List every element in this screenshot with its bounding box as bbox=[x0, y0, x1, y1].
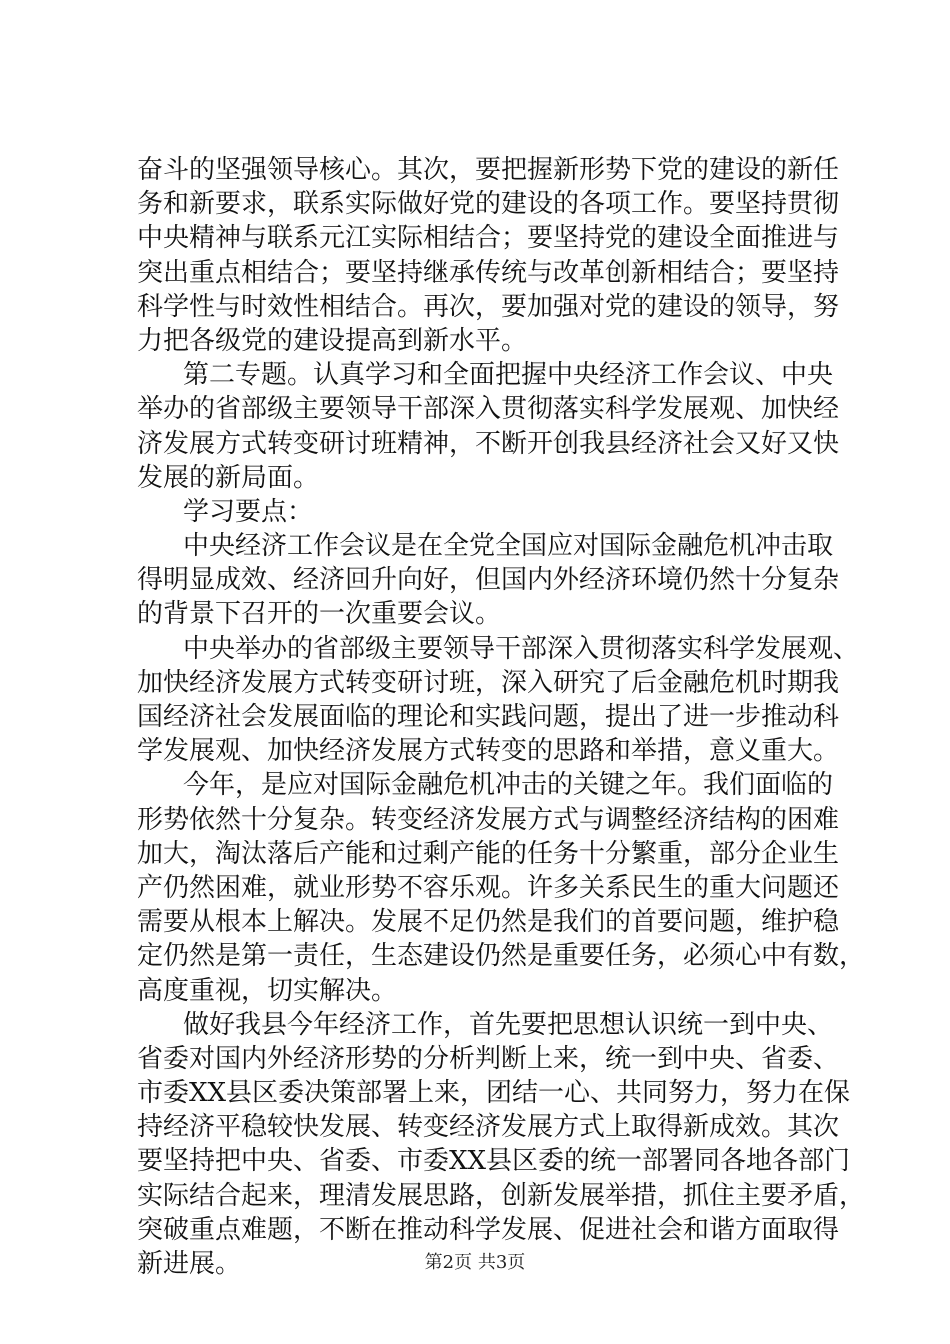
text-line: 持经济平稳较快发展、转变经济发展方式上取得新成效。其次 bbox=[137, 1112, 840, 1143]
text-line: 省委对国内外经济形势的分析判断上来，统一到中央、省委、 bbox=[137, 1043, 840, 1074]
text-line: 市委XX县区委决策部署上来，团结一心、共同努力，努力在保 bbox=[137, 1078, 851, 1109]
page-number-footer: 第2页 共3页 bbox=[424, 1252, 526, 1273]
paragraph-first-line: 做好我县今年经济工作，首先要把思想认识统一到中央、 bbox=[183, 1009, 834, 1040]
text-line: 的背景下召开的一次重要会议。 bbox=[137, 599, 502, 630]
text-line: 形势依然十分复杂。转变经济发展方式与调整经济结构的困难 bbox=[137, 804, 840, 835]
document-body bbox=[137, 153, 866, 1281]
text-line: 实际结合起来，理清发展思路，创新发展举措，抓住主要矛盾， bbox=[137, 1180, 866, 1211]
text-line: 加快经济发展方式转变研讨班，深入研究了后金融危机时期我 bbox=[137, 667, 840, 698]
text-line: 加大，淘汰落后产能和过剩产能的任务十分繁重，部分企业生 bbox=[137, 838, 840, 869]
paragraph-first-line: 中央举办的省部级主要领导干部深入贯彻落实科学发展观、 bbox=[183, 633, 860, 664]
text-line: 力把各级党的建设提高到新水平。 bbox=[137, 325, 528, 356]
text-line: 国经济社会发展面临的理论和实践问题，提出了进一步推动科 bbox=[137, 702, 840, 732]
text-line: 奋斗的坚强领导核心。其次，要把握新形势下党的建设的新任 bbox=[137, 155, 840, 185]
text-line: 学发展观、加快经济发展方式转变的思路和举措，意义重大。 bbox=[137, 736, 840, 767]
text-line: 举办的省部级主要领导干部深入贯彻落实科学发展观、加快经 bbox=[137, 394, 840, 425]
text-line: 定仍然是第一责任，生态建设仍然是重要任务，必须心中有数， bbox=[137, 941, 866, 972]
text-line: 新进展。 bbox=[137, 1249, 242, 1279]
text-line: 中央精神与联系元江实际相结合；要坚持党的建设全面推进与 bbox=[137, 223, 840, 254]
paragraph-first-line: 中央经济工作会议是在全党全国应对国际金融危机冲击取 bbox=[183, 531, 834, 562]
section-label: 学习要点： bbox=[183, 496, 314, 527]
paragraph-first-line: 第二专题。认真学习和全面把握中央经济工作会议、中央 bbox=[183, 360, 834, 391]
text-line: 突出重点相结合；要坚持继承传统与改革创新相结合；要坚持 bbox=[137, 257, 840, 288]
text-line: 高度重视，切实解决。 bbox=[137, 975, 398, 1006]
text-line: 得明显成效、经济回升向好，但国内外经济环境仍然十分复杂 bbox=[137, 565, 840, 596]
text-line: 发展的新局面。 bbox=[137, 462, 320, 493]
text-line: 突破重点难题，不断在推动科学发展、促进社会和谐方面取得 bbox=[137, 1214, 840, 1245]
text-line: 济发展方式转变研讨班精神，不断开创我县经济社会又好又快 bbox=[137, 428, 840, 459]
text-line: 要坚持把中央、省委、市委XX县区委的统一部署同各地各部门 bbox=[137, 1146, 851, 1177]
text-line: 产仍然困难，就业形势不容乐观。许多关系民生的重大问题还 bbox=[137, 872, 840, 903]
text-line: 科学性与时效性相结合。再次，要加强对党的建设的领导，努 bbox=[137, 291, 840, 322]
text-line: 务和新要求，联系实际做好党的建设的各项工作。要坚持贯彻 bbox=[137, 189, 840, 220]
text-line: 需要从根本上解决。发展不足仍然是我们的首要问题，维护稳 bbox=[137, 907, 840, 938]
paragraph-first-line: 今年，是应对国际金融危机冲击的关键之年。我们面临的 bbox=[183, 770, 834, 801]
